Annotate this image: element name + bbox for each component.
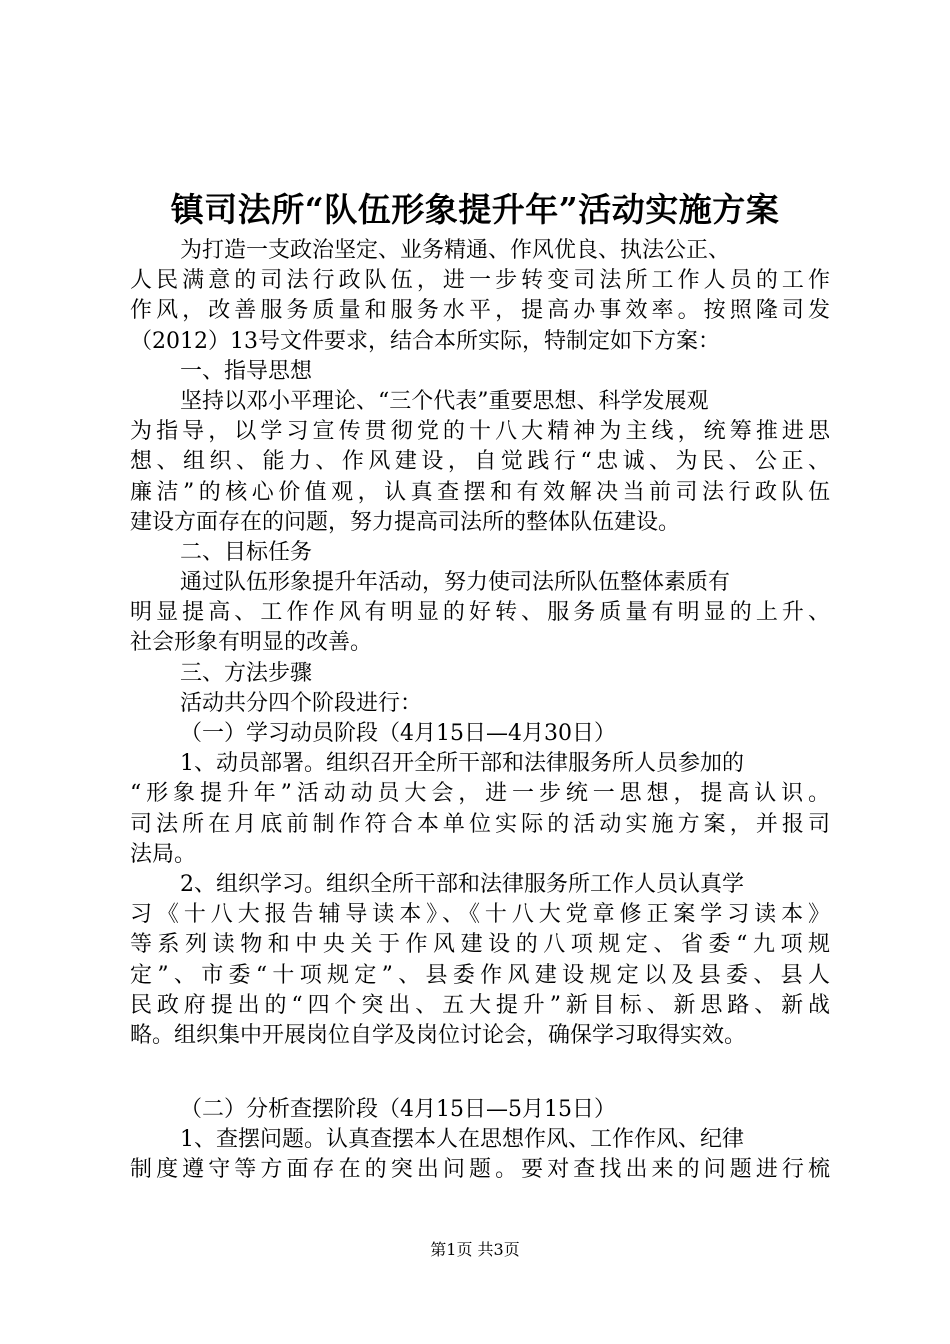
paragraph-line: 明显提高、工作作风有明显的好转、服务质量有明显的上升、 xyxy=(130,600,830,626)
paragraph-line: 活动共分四个阶段进行： xyxy=(180,690,423,716)
paragraph-line: 想、组织、能力、作风建设，自觉践行“忠诚、为民、公正、 xyxy=(130,449,830,475)
paragraph-line: 为指导，以学习宣传贯彻党的十八大精神为主线，统筹推进思 xyxy=(130,419,830,445)
paragraph-line: “形象提升年”活动动员大会，进一步统一思想，提高认识。 xyxy=(130,781,830,807)
section-heading: 二、目标任务 xyxy=(180,539,313,565)
paragraph-line: 廉洁”的核心价值观，认真查摆和有效解决当前司法行政队伍 xyxy=(130,479,830,505)
paragraph-line: 作风，改善服务质量和服务水平，提高办事效率。按照隆司发 xyxy=(130,298,830,324)
subsection-heading: （二）分析查摆阶段（4月15日—5月15日） xyxy=(180,1097,616,1123)
paragraph-line: 民政府提出的“四个突出、五大提升”新目标、新思路、新战 xyxy=(130,992,830,1018)
section-heading: 三、方法步骤 xyxy=(180,660,313,686)
paragraph-line: 坚持以邓小平理论、“三个代表”重要思想、科学发展观 xyxy=(180,388,709,414)
paragraph-line: 人民满意的司法行政队伍，进一步转变司法所工作人员的工作 xyxy=(130,268,830,294)
paragraph-gap xyxy=(130,1051,830,1095)
paragraph-line: 司法所在月底前制作符合本单位实际的活动实施方案，并报司 xyxy=(130,811,830,837)
paragraph-line: 等系列读物和中央关于作风建设的八项规定、省委“九项规 xyxy=(130,932,830,958)
paragraph-line: 略。组织集中开展岗位自学及岗位讨论会，确保学习取得实效。 xyxy=(130,1022,747,1048)
paragraph-line: （2012）13号文件要求，结合本所实际，特制定如下方案： xyxy=(130,328,720,354)
paragraph-line: 法局。 xyxy=(130,841,197,867)
paragraph-line: 定”、市委“十项规定”、县委作风建设规定以及县委、县人 xyxy=(130,962,830,988)
paragraph-line: 1、查摆问题。认真查摆本人在思想作风、工作作风、纪律 xyxy=(180,1127,744,1153)
paragraph-line: 社会形象有明显的改善。 xyxy=(130,630,373,656)
section-heading: 一、指导思想 xyxy=(180,358,313,384)
paragraph-line: 通过队伍形象提升年活动，努力使司法所队伍整体素质有 xyxy=(180,570,731,596)
document-body xyxy=(130,236,830,1186)
paragraph-line: 建设方面存在的问题，努力提高司法所的整体队伍建设。 xyxy=(130,509,681,535)
subsection-heading: （一）学习动员阶段（4月15日—4月30日） xyxy=(180,721,616,746)
paragraph-line: 习《十八大报告辅导读本》、《十八大党章修正案学习读本》 xyxy=(130,902,830,928)
paragraph-line: 2、组织学习。组织全所干部和法律服务所工作人员认真学 xyxy=(180,871,744,897)
page-footer: 第1页 共3页 xyxy=(430,1240,520,1259)
paragraph-line: 制度遵守等方面存在的突出问题。要对查找出来的问题进行梳 xyxy=(130,1157,830,1183)
paragraph-line: 为打造一支政治坚定、业务精通、作风优良、执法公正、 xyxy=(180,238,731,263)
page-title: 镇司法所“队伍形象提升年”活动实施方案 xyxy=(170,190,780,229)
paragraph-line: 1、动员部署。组织召开全所干部和法律服务所人员参加的 xyxy=(180,751,744,777)
